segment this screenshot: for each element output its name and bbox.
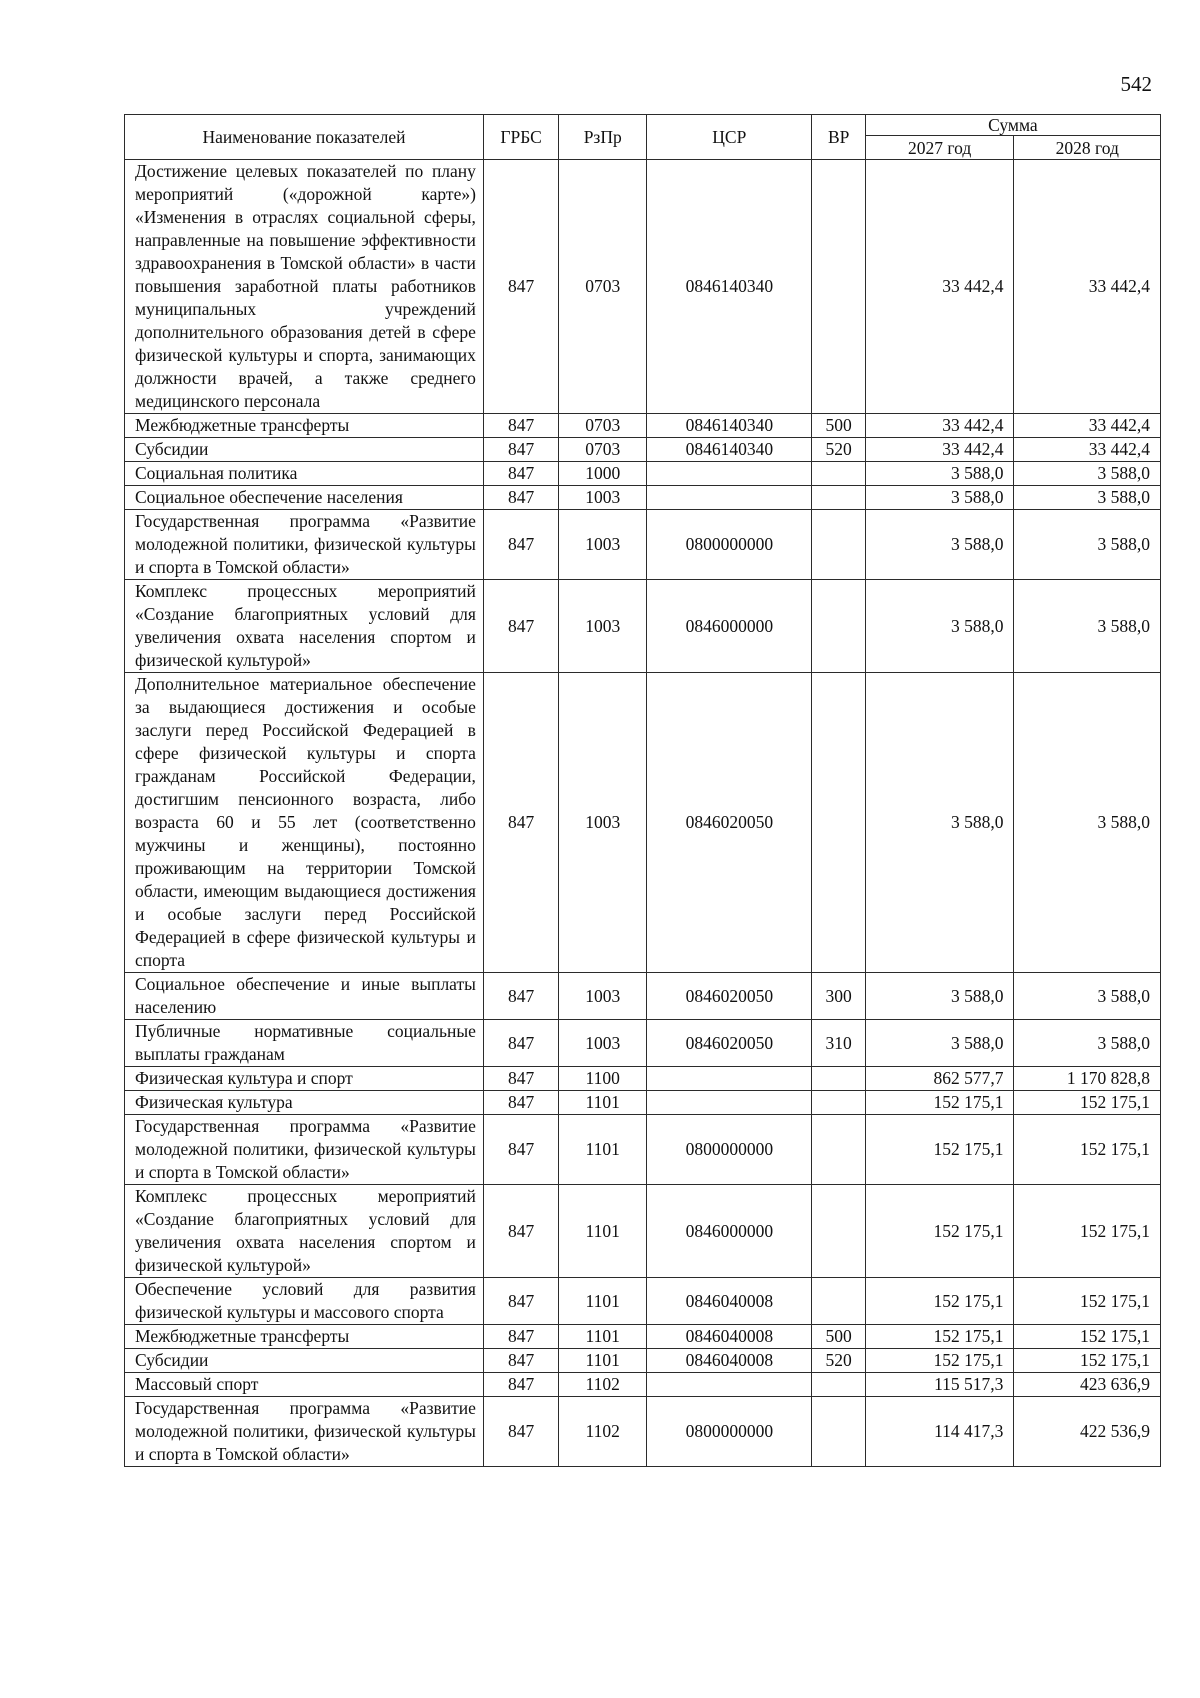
cell-name: Массовый спорт: [125, 1373, 484, 1397]
cell-sum-2028: 3 588,0: [1014, 486, 1161, 510]
cell-rzpr: 1101: [559, 1349, 647, 1373]
cell-grbs: 847: [483, 414, 558, 438]
cell-sum-2028: 33 442,4: [1014, 160, 1161, 414]
page-number: 542: [1120, 72, 1152, 96]
col-header-csr: ЦСР: [647, 115, 812, 160]
table-row: [125, 414, 1161, 438]
cell-name: Государственная программа «Развитие молодежной политики, физической культуры и спорта в Томской области»: [125, 510, 484, 580]
cell-grbs: 847: [483, 486, 558, 510]
table-row: [125, 580, 1161, 673]
cell-name: Комплекс процессных мероприятий «Создание благоприятных условий для увеличения охвата населения спортом и физической культурой»: [125, 580, 484, 673]
cell-csr: 0800000000: [647, 1115, 812, 1185]
cell-rzpr: 1101: [559, 1278, 647, 1325]
cell-grbs: 847: [483, 580, 558, 673]
cell-sum-2028: 422 536,9: [1014, 1397, 1161, 1467]
cell-vr: [812, 486, 865, 510]
cell-name: Дополнительное материальное обеспечение за выдающиеся достижения и особые заслуги перед Российской Федерацией в сфере физической культуры и спорта гражданам Российской Федерации, достигшим пенсионного возраста, либо возраста 60 и 55 лет (соответственно мужчины и женщины), постоянно проживающим на территории Томской области, имеющим выдающиеся достижения и особые заслуги перед Российской Федерацией в сфере физической культуры и спорта: [125, 673, 484, 973]
cell-rzpr: 1102: [559, 1397, 647, 1467]
cell-sum-2027: 3 588,0: [865, 673, 1014, 973]
cell-csr: 0800000000: [647, 510, 812, 580]
cell-vr: [812, 580, 865, 673]
cell-rzpr: 1101: [559, 1325, 647, 1349]
cell-name: Межбюджетные трансферты: [125, 414, 484, 438]
cell-grbs: 847: [483, 1020, 558, 1067]
cell-grbs: 847: [483, 1278, 558, 1325]
cell-vr: [812, 673, 865, 973]
cell-grbs: 847: [483, 973, 558, 1020]
cell-vr: [812, 1067, 865, 1091]
cell-name: Межбюджетные трансферты: [125, 1325, 484, 1349]
cell-rzpr: 0703: [559, 414, 647, 438]
table-row: [125, 438, 1161, 462]
cell-vr: [812, 160, 865, 414]
cell-csr: 0846140340: [647, 438, 812, 462]
cell-sum-2028: 1 170 828,8: [1014, 1067, 1161, 1091]
cell-vr: [812, 1397, 865, 1467]
cell-sum-2027: 33 442,4: [865, 414, 1014, 438]
table-row: [125, 1325, 1161, 1349]
cell-sum-2028: 33 442,4: [1014, 414, 1161, 438]
cell-rzpr: 1101: [559, 1185, 647, 1278]
cell-sum-2028: 3 588,0: [1014, 580, 1161, 673]
cell-name: Публичные нормативные социальные выплаты гражданам: [125, 1020, 484, 1067]
cell-sum-2027: 3 588,0: [865, 510, 1014, 580]
cell-sum-2027: 152 175,1: [865, 1185, 1014, 1278]
cell-name: Комплекс процессных мероприятий «Создание благоприятных условий для увеличения охвата населения спортом и физической культурой»: [125, 1185, 484, 1278]
cell-grbs: 847: [483, 510, 558, 580]
cell-csr: [647, 462, 812, 486]
cell-name: Социальное обеспечение населения: [125, 486, 484, 510]
cell-vr: 500: [812, 1325, 865, 1349]
cell-csr: 0846020050: [647, 1020, 812, 1067]
table-row: [125, 1091, 1161, 1115]
cell-rzpr: 1101: [559, 1091, 647, 1115]
cell-rzpr: 1000: [559, 462, 647, 486]
cell-name: Социальная политика: [125, 462, 484, 486]
table-row: [125, 1115, 1161, 1185]
cell-name: Субсидии: [125, 438, 484, 462]
cell-sum-2027: 115 517,3: [865, 1373, 1014, 1397]
cell-grbs: 847: [483, 1091, 558, 1115]
cell-sum-2028: 152 175,1: [1014, 1185, 1161, 1278]
cell-sum-2027: 3 588,0: [865, 462, 1014, 486]
table-row: [125, 1067, 1161, 1091]
cell-vr: 500: [812, 414, 865, 438]
cell-name: Государственная программа «Развитие молодежной политики, физической культуры и спорта в Томской области»: [125, 1397, 484, 1467]
cell-sum-2028: 33 442,4: [1014, 438, 1161, 462]
cell-name: Социальное обеспечение и иные выплаты населению: [125, 973, 484, 1020]
cell-sum-2027: 33 442,4: [865, 438, 1014, 462]
cell-sum-2027: 3 588,0: [865, 973, 1014, 1020]
cell-sum-2028: 3 588,0: [1014, 510, 1161, 580]
cell-vr: 300: [812, 973, 865, 1020]
cell-csr: [647, 486, 812, 510]
cell-csr: 0846040008: [647, 1278, 812, 1325]
cell-vr: [812, 1115, 865, 1185]
cell-sum-2027: 3 588,0: [865, 1020, 1014, 1067]
cell-vr: [812, 510, 865, 580]
cell-rzpr: 0703: [559, 160, 647, 414]
cell-csr: 0846000000: [647, 580, 812, 673]
cell-name: Субсидии: [125, 1349, 484, 1373]
cell-grbs: 847: [483, 1373, 558, 1397]
table-row: [125, 1349, 1161, 1373]
cell-sum-2027: 152 175,1: [865, 1091, 1014, 1115]
cell-sum-2028: 152 175,1: [1014, 1115, 1161, 1185]
cell-csr: [647, 1373, 812, 1397]
cell-name: Физическая культура: [125, 1091, 484, 1115]
table-row: [125, 973, 1161, 1020]
cell-name: Достижение целевых показателей по плану мероприятий («дорожной карте») «Изменения в отраслях социальной сферы, направленные на повышение эффективности здравоохранения в Томской области» в части повышения заработной платы работников муниципальных учреждений дополнительного образования детей в сфере физической культуры и спорта, занимающих должности врачей, а также среднего медицинского персонала: [125, 160, 484, 414]
cell-grbs: 847: [483, 1185, 558, 1278]
cell-sum-2028: 3 588,0: [1014, 973, 1161, 1020]
cell-vr: [812, 1185, 865, 1278]
table-row: [125, 486, 1161, 510]
table-row: [125, 673, 1161, 973]
cell-vr: [812, 1091, 865, 1115]
cell-rzpr: 1102: [559, 1373, 647, 1397]
cell-csr: 0846020050: [647, 673, 812, 973]
cell-sum-2027: 3 588,0: [865, 580, 1014, 673]
cell-rzpr: 1100: [559, 1067, 647, 1091]
cell-sum-2027: 862 577,7: [865, 1067, 1014, 1091]
cell-sum-2028: 423 636,9: [1014, 1373, 1161, 1397]
cell-vr: [812, 462, 865, 486]
cell-csr: 0846140340: [647, 414, 812, 438]
cell-sum-2027: 3 588,0: [865, 486, 1014, 510]
table-row: [125, 160, 1161, 414]
cell-sum-2027: 152 175,1: [865, 1115, 1014, 1185]
cell-vr: 520: [812, 1349, 865, 1373]
cell-vr: [812, 1278, 865, 1325]
cell-sum-2028: 3 588,0: [1014, 462, 1161, 486]
table-row: [125, 1373, 1161, 1397]
cell-grbs: 847: [483, 1349, 558, 1373]
table-row: [125, 462, 1161, 486]
cell-grbs: 847: [483, 462, 558, 486]
cell-vr: [812, 1373, 865, 1397]
col-header-name: Наименование показателей: [125, 115, 484, 160]
cell-sum-2027: 33 442,4: [865, 160, 1014, 414]
cell-csr: 0846040008: [647, 1349, 812, 1373]
cell-sum-2028: 152 175,1: [1014, 1325, 1161, 1349]
table-header: [125, 115, 1161, 160]
cell-vr: 310: [812, 1020, 865, 1067]
cell-rzpr: 1003: [559, 973, 647, 1020]
cell-csr: [647, 1067, 812, 1091]
table-row: [125, 1397, 1161, 1467]
cell-rzpr: 1003: [559, 1020, 647, 1067]
cell-csr: 0846140340: [647, 160, 812, 414]
cell-sum-2028: 3 588,0: [1014, 1020, 1161, 1067]
cell-grbs: 847: [483, 1397, 558, 1467]
col-header-vr: ВР: [812, 115, 865, 160]
table-row: [125, 510, 1161, 580]
table-row: [125, 1020, 1161, 1067]
cell-rzpr: 1101: [559, 1115, 647, 1185]
cell-name: Обеспечение условий для развития физической культуры и массового спорта: [125, 1278, 484, 1325]
cell-vr: 520: [812, 438, 865, 462]
cell-rzpr: 1003: [559, 486, 647, 510]
table-row: [125, 1185, 1161, 1278]
cell-grbs: 847: [483, 1325, 558, 1349]
col-header-grbs: ГРБС: [483, 115, 558, 160]
cell-grbs: 847: [483, 438, 558, 462]
cell-sum-2028: 152 175,1: [1014, 1091, 1161, 1115]
col-header-rzpr: РзПр: [559, 115, 647, 160]
cell-name: Государственная программа «Развитие молодежной политики, физической культуры и спорта в Томской области»: [125, 1115, 484, 1185]
cell-grbs: 847: [483, 1115, 558, 1185]
col-header-sum: Сумма: [865, 115, 1160, 136]
cell-sum-2028: 152 175,1: [1014, 1278, 1161, 1325]
cell-sum-2028: 3 588,0: [1014, 673, 1161, 973]
cell-csr: [647, 1091, 812, 1115]
cell-sum-2027: 152 175,1: [865, 1325, 1014, 1349]
cell-csr: 0800000000: [647, 1397, 812, 1467]
cell-rzpr: 0703: [559, 438, 647, 462]
cell-rzpr: 1003: [559, 580, 647, 673]
cell-sum-2027: 114 417,3: [865, 1397, 1014, 1467]
cell-grbs: 847: [483, 1067, 558, 1091]
col-header-year-2028: 2028 год: [1014, 136, 1161, 160]
cell-sum-2027: 152 175,1: [865, 1278, 1014, 1325]
cell-grbs: 847: [483, 673, 558, 973]
cell-sum-2028: 152 175,1: [1014, 1349, 1161, 1373]
cell-rzpr: 1003: [559, 673, 647, 973]
cell-csr: 0846000000: [647, 1185, 812, 1278]
budget-table: [124, 114, 1161, 1467]
cell-name: Физическая культура и спорт: [125, 1067, 484, 1091]
cell-rzpr: 1003: [559, 510, 647, 580]
cell-grbs: 847: [483, 160, 558, 414]
table-row: [125, 1278, 1161, 1325]
table-body: [125, 160, 1161, 1467]
cell-csr: 0846020050: [647, 973, 812, 1020]
cell-sum-2027: 152 175,1: [865, 1349, 1014, 1373]
cell-csr: 0846040008: [647, 1325, 812, 1349]
col-header-year-2027: 2027 год: [865, 136, 1014, 160]
